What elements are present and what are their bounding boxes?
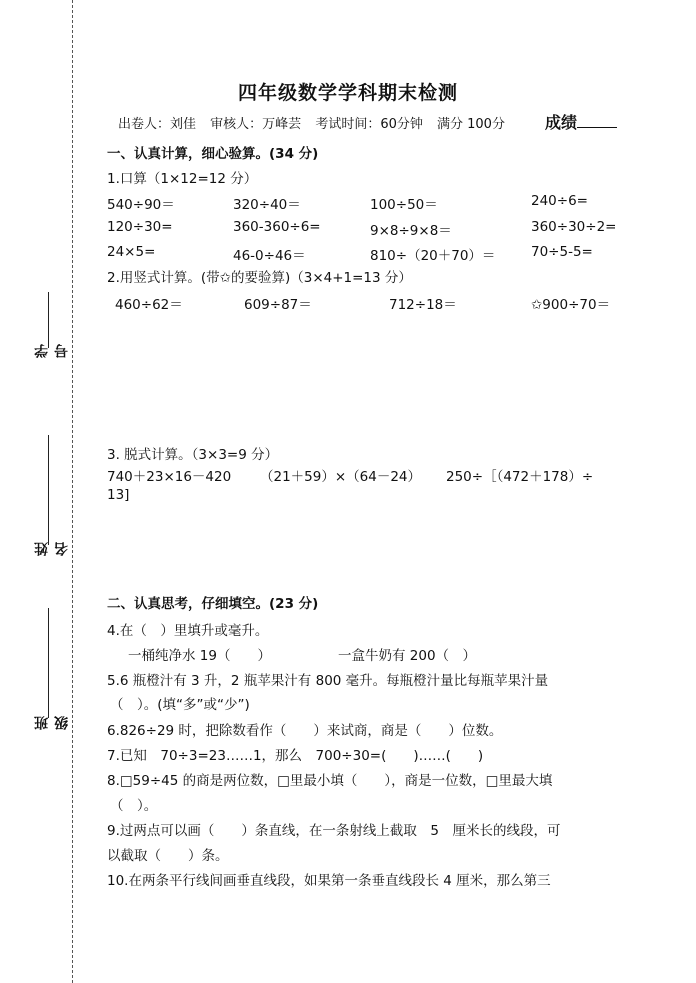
- expr-item: （21＋59）×（64－24）: [260, 469, 422, 485]
- calc-item: 120÷30=: [107, 219, 173, 235]
- expr-item: 740＋23×16－420: [107, 469, 232, 485]
- q3-title: 3. 脱式计算。（3×3=9 分）: [107, 447, 279, 463]
- student-name-line: [48, 435, 49, 545]
- class-label: 班级: [34, 714, 70, 730]
- page-title: 四年级数学学科期末检测: [237, 82, 458, 104]
- q1-title: 1.口算（1×12=12 分）: [107, 171, 258, 187]
- q5-text: 5.6 瓶橙汁有 3 升，2 瓶苹果汁有 800 毫升。每瓶橙汁量比每瓶苹果汁量: [107, 673, 549, 689]
- q4a-text: 一桶纯净水 19（ ）: [128, 648, 271, 664]
- calc-item: 24×5=: [107, 244, 156, 260]
- score-label: 成绩: [545, 113, 578, 132]
- section1-heading: 一、认真计算，细心验算。(34 分): [107, 146, 319, 162]
- student-id-label: 学号: [34, 342, 70, 358]
- q8-text-cont: （ ）。: [110, 798, 158, 814]
- calc-item: 9×8÷9×8＝: [370, 223, 452, 239]
- calc-item: 540÷90＝: [107, 197, 175, 213]
- calc-item: 70÷5-5=: [531, 244, 593, 260]
- q7-text: 7.已知 70÷3=23……1，那么 700÷30=( )……( ): [107, 748, 484, 764]
- fold-dashed-line: [72, 0, 73, 983]
- vertical-calc-item: ✩900÷70＝: [531, 297, 611, 313]
- vertical-calc-item: 460÷62＝: [115, 297, 183, 313]
- author-text: 出卷人：刘佳: [118, 117, 197, 132]
- calc-item: 46-0÷46＝: [233, 248, 306, 264]
- q2-title: 2.用竖式计算。(带✩的要验算)（3×4+1=13 分）: [107, 270, 412, 286]
- q4-text: 4.在（ ）里填升或毫升。: [107, 623, 269, 639]
- vertical-calc-item: 609÷87＝: [244, 297, 312, 313]
- score-blank[interactable]: [577, 113, 617, 128]
- calc-item: 360÷30÷2=: [531, 219, 617, 235]
- calc-item: 100÷50＝: [370, 197, 438, 213]
- class-line: [48, 608, 49, 718]
- full-score-text: 满分 100分: [437, 117, 505, 132]
- reviewer-text: 审核人：万峰芸: [210, 117, 302, 132]
- q6-text: 6.826÷29 时，把除数看作（ ）来试商，商是（ ）位数。: [107, 723, 503, 739]
- calc-item: 360-360÷6=: [233, 219, 321, 235]
- calc-item: 240÷6=: [531, 193, 588, 209]
- q10-text: 10.在两条平行线间画垂直线段，如果第一条垂直线段长 4 厘米，那么第三: [107, 873, 551, 889]
- exam-meta: [118, 113, 515, 132]
- expr-item-cont: 13]: [107, 487, 130, 503]
- student-name-label: 姓名: [34, 540, 70, 556]
- q4b-text: 一盒牛奶有 200（ ）: [338, 648, 477, 664]
- vertical-calc-item: 712÷18＝: [389, 297, 457, 313]
- q5-text-cont: （ ）。(填“多”或“少”): [110, 697, 250, 713]
- expr-item: 250÷［（472＋178）÷: [446, 469, 594, 485]
- calc-item: 810÷（20＋70）＝: [370, 248, 496, 264]
- section2-heading: 二、认真思考，仔细填空。(23 分): [107, 596, 319, 612]
- q9-text-cont: 以截取（ ）条。: [107, 848, 229, 864]
- time-text: 考试时间：60分钟: [315, 117, 423, 132]
- student-id-line: [48, 292, 49, 348]
- q8-text: 8.□59÷45 的商是两位数，□里最小填（ ），商是一位数，□里最大填: [107, 773, 553, 789]
- score-field: [545, 110, 617, 133]
- calc-item: 320÷40＝: [233, 197, 301, 213]
- q9-text: 9.过两点可以画（ ）条直线，在一条射线上截取 5 厘米长的线段，可: [107, 823, 561, 839]
